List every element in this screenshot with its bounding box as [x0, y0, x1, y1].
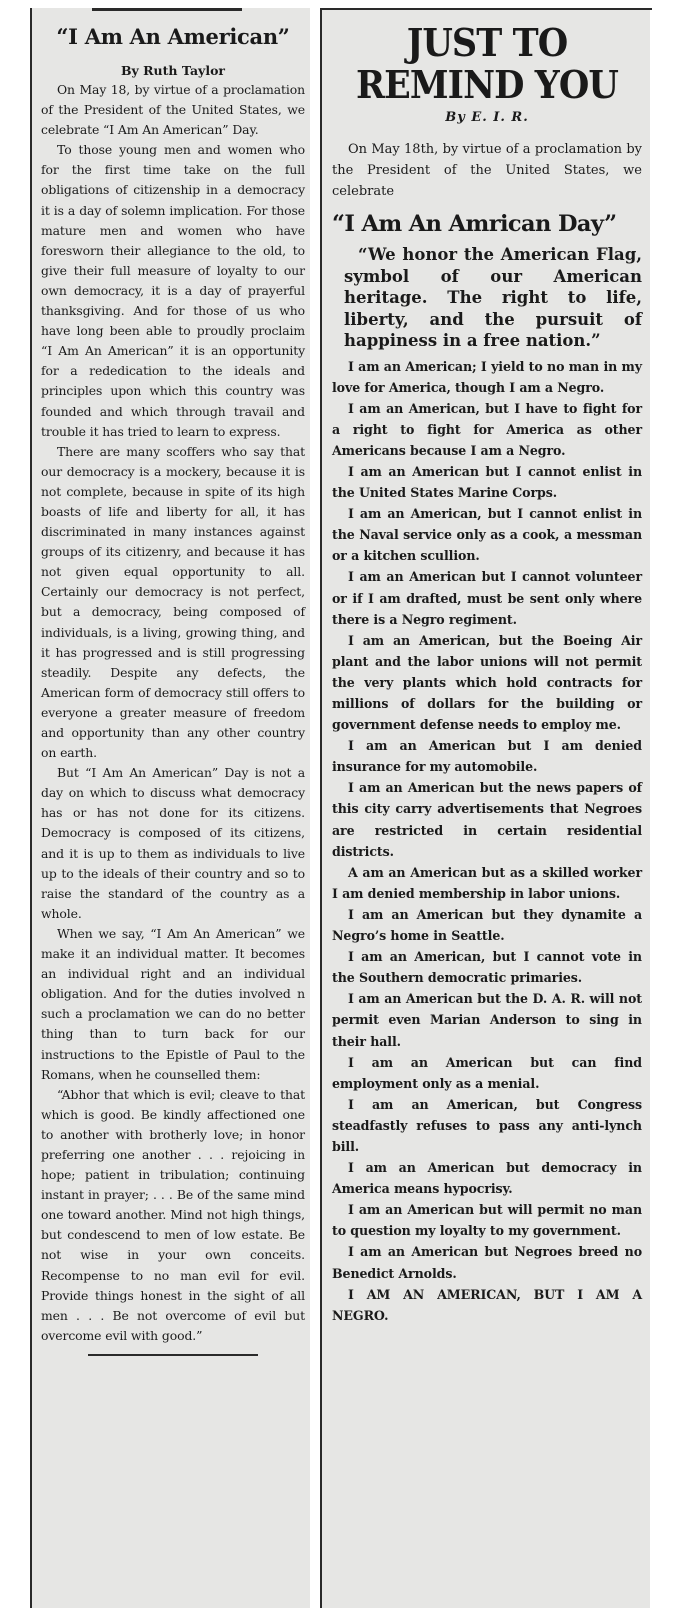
right-article-byline: By E. I. R. [445, 110, 529, 125]
right-paragraph: I am an American but I cannot volunteer or if I am drafted, must be sent only where there is a Negro regiment. [332, 569, 642, 627]
right-paragraph: I AM AN AMERICAN, BUT I AM A NEGRO. [332, 1286, 642, 1323]
right-paragraph: I am an American but will permit no man to question my loyalty to my government. [332, 1202, 642, 1239]
left-paragraph: When we say, “I Am An American” we make it an individual matter. It becomes an individual right and an individual obligation. And for the duties involved n such a proclamation we can do no better thing than to turn back for our instructions to the Epistle of Paul to the Romans, when he counselled them: [41, 925, 305, 1082]
column-top-rule [92, 8, 242, 11]
right-paragraph: I am an American, but I cannot vote in the Southern democratic primaries. [332, 949, 642, 986]
right-paragraph: I am an American but Negroes breed no Benedict Arnolds. [332, 1244, 642, 1281]
right-paragraph: I am an American, but the Boeing Air plant and the labor unions will not permit the very plants which hold contracts for millions of dollars for the building or government defense needs to employ me. [332, 632, 642, 733]
right-article-intro: On May 18th, by virtue of a proclamation by the President of the United States, we celebrate [332, 142, 642, 199]
right-paragraph: I am an American but the D. A. R. will not permit even Marian Anderson to sing in their hall. [332, 991, 642, 1049]
right-article-body [332, 356, 642, 1326]
headline-line-2: REMIND YOU [356, 62, 618, 107]
right-paragraph: I am an American; I yield to no man in my love for America, though I am a Negro. [332, 358, 642, 395]
right-paragraph: I am an American but can find employment only as a menial. [332, 1054, 642, 1091]
right-paragraph: I am an American but I am denied insurance for my automobile. [332, 738, 642, 775]
left-paragraph: To those young men and women who for the first time take on the full obligations of citizenship in a democracy it is a day of solemn implication. For those mature men and women who have foresworn their allegiance to the old, to give their full measure of loyalty to our own democracy, it is a day of prayerful thanksgiving. And for those of us who have long been able to proudly proclaim “I Am An American” it is an opportunity for a rededication to the ideals and principles upon which this country was founded and which through travail and trouble it has tried to learn to express. [41, 142, 305, 439]
right-paragraph: I am an American but they dynamite a Negro’s home in Seattle. [332, 906, 642, 944]
right-paragraph: I am an American, but I have to fight for a right to fight for America as other Americans because I am a Negro. [332, 400, 642, 458]
left-paragraph: “Abhor that which is evil; cleave to that which is good. Be kindly affectioned one to another with brotherly love; in honor preferring one another . . . rejoicing in hope; patient in tribulation; continuing instant in prayer; . . . Be of the same mind one toward another. Mind not high things, but condescend to men of low estate. Be not wise in your own conceits. Recompense to no man evil for evil. Provide things honest in the sight of all men . . . Be not overcome of evil but overcome evil with good.” [41, 1086, 305, 1343]
right-article-headline [344, 22, 629, 106]
left-article-byline: By Ruth Taylor [120, 63, 225, 78]
right-paragraph: I am an American but I cannot enlist in the United States Marine Corps. [332, 463, 642, 501]
right-paragraph: I am an American but democracy in America means hypocrisy. [332, 1160, 642, 1197]
right-paragraph: I am an American but the news papers of this city carry advertisements that Negroes are restricted in certain residential districts. [332, 780, 642, 859]
right-column-article [320, 8, 650, 1608]
right-paragraph: I am an American, but Congress steadfastly refuses to pass any anti-lynch bill. [332, 1096, 642, 1154]
left-paragraph: But “I Am An American” Day is not a day on which to discuss what democracy has or has not done for its citizens. Democracy is composed of its citizens, and it is up to them as individuals to live up to the ideals of their country and so to raise the standard of the country as a whole. [41, 765, 305, 921]
right-article-quote: “We honor the American Flag, symbol of our American heritage. The right to life, liberty, and the pursuit of happiness in a free nation.” [344, 245, 642, 350]
left-article-title: “I Am An American” [56, 24, 290, 49]
right-article-subheading: “I Am An Amrican Day” [332, 211, 617, 237]
left-article-body [41, 80, 305, 1346]
left-paragraph: There are many scoffers who say that our democracy is a mockery, because it is not complete, because in spite of its high boasts of life and liberty for all, it has discriminated in many instances against groups of its citizenry, and because it has not given equal opportunity to all. Certainly our democracy is not perfect, but a democracy, being composed of individuals, is a living, growing thing, and it has progressed and is still progressing steadily. Despite any defects, the American form of democracy still offers to everyone a greater measure of freedom and opportunity than any other country on earth. [41, 443, 305, 761]
headline-line-1: JUST TO [406, 20, 568, 65]
right-paragraph: I am an American, but I cannot enlist in the Naval service only as a cook, a messman or a kitchen scullion. [332, 506, 642, 564]
column-top-rule [322, 8, 652, 10]
article-end-rule [88, 1354, 258, 1356]
left-paragraph: On May 18, by virtue of a proclamation of the President of the United States, we celebrate “I Am An American” Day. [41, 82, 305, 138]
right-paragraph: A am an American but as a skilled worker I am denied membership in labor unions. [332, 864, 642, 901]
left-column-article [30, 8, 310, 1608]
